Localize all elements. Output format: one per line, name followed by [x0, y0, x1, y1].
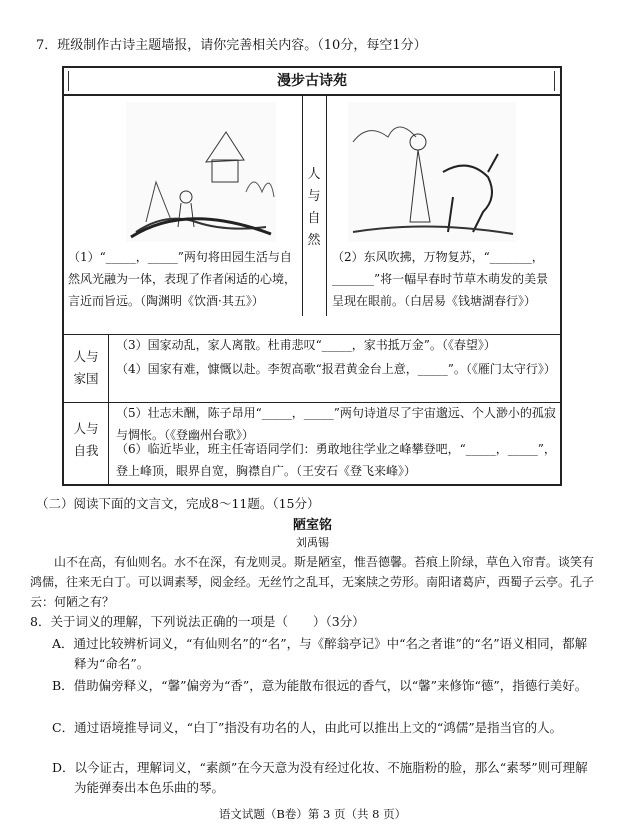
essay-author: 刘禹锡 [296, 536, 329, 549]
essay-text: 山不在高，有仙则名。水不在深，有龙则灵。斯是陋室，惟吾德馨。苔痕上阶绿，草色入帘青。谈笑有鸿儒，往来无白丁。可以调素琴，阅金经。无丝竹之乱耳，无案牍之劳形。南阳诸葛庐，西蜀子云亭。孔子云：何陋之有？ [30, 555, 595, 609]
item-1: （1）“_____，_____”两句将田园生活与自然风光融为一体，表现了作者闲适的心境，言近而旨远。（陶渊明《饮酒·其五》） [68, 250, 297, 308]
option-c: C．通过语境推导词义，“白丁”指没有功名的人，由此可以推出上文的“鸿儒”是指当官的人。 [52, 720, 563, 735]
option-d: D．以今证古，理解词义，“素颜”在今天意为没有经过化妆、不施脂粉的脸，那么“素琴”则可理解为能弹奏出本色乐曲的琴。 [52, 760, 588, 795]
pastoral-illustration [126, 102, 276, 242]
question-7-heading: 7．班级制作古诗主题墙报，请你完善相关内容。（10分，每空1分） [36, 38, 427, 53]
item-6: （6）临近毕业，班主任寄语同学们：勇敢地往学业之峰攀登吧，“_____，_____”，登上峰顶，眼界自宽，胸襟自广。（王安石《登飞来峰》） [116, 442, 556, 478]
option-a: A．通过比较辨析词义，“有仙则名”的“名”，与《醉翁亭记》中“名之者谁”的“名”语义相同，都解释为“命名”。 [52, 636, 588, 671]
page-footer: 语文试题（B卷）第 3 页（共 8 页） [218, 807, 407, 821]
item-3: （3）国家动乱，家人离散。杜甫悲叹“_____，家书抵万金”。（《春望》） [116, 338, 496, 352]
question-8-stem: 8．关于词义的理解，下列说法正确的一项是（ ）（3分） [30, 614, 365, 629]
poetry-board [62, 66, 562, 486]
board-title: 漫步古诗苑 [64, 68, 560, 96]
nature-label: 人 与 自 然 [307, 167, 321, 248]
essay-title: 陋室铭 [292, 518, 332, 533]
spring-horse-illustration [348, 102, 516, 242]
item-5: （5）壮志未酬，陈子昂用“_____，_____”两句诗道尽了宇宙邈远、个人渺小的孤寂与惆怅。（《登幽州台歌》） [116, 406, 556, 442]
item-4: （4）国家有难，慷慨以赴。李贺高歌“报君黄金台上意，_____”。（《雁门太守行》） [116, 362, 556, 376]
people-self-label: 人与 自我 [73, 421, 99, 458]
people-nation-label: 人与 家国 [73, 349, 99, 386]
item-2: （2）东风吹拂，万物复苏，“_______，_______”将一幅早春时节草木萌发的美景呈现在眼前。（白居易《钱塘湖春行》） [332, 250, 549, 308]
option-b: B．借助偏旁释义，“馨”偏旁为“香”，意为能散布很远的香气，以“馨”来修饰“德”，指德行美好。 [52, 678, 588, 693]
section-2-heading: （二）阅读下面的文言文，完成8～11题。（15分） [36, 496, 320, 511]
